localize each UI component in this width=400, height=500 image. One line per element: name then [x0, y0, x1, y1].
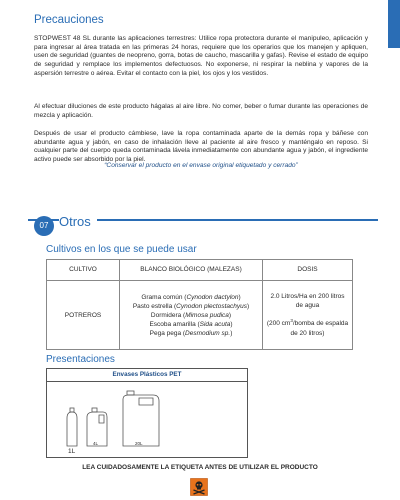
- cell-cultivo: POTREROS: [47, 281, 120, 350]
- maleza-item: Pega pega (Desmodium sp.): [149, 329, 233, 337]
- corner-accent-tab: [388, 0, 400, 48]
- size-label-4l: 4L: [93, 441, 99, 446]
- size-label-20l: 20L: [135, 441, 143, 446]
- jerrycan-20l-icon: [123, 391, 159, 446]
- section-number-badge: 07: [34, 216, 54, 236]
- footer-warning: LEA CUIDADOSAMENTE LA ETIQUETA ANTES DE UTILIZAR EL PRODUCTO: [82, 464, 318, 471]
- envases-title: Envases Plásticos PET: [47, 369, 247, 382]
- cell-dosis: [263, 281, 353, 350]
- skull-crossbones-icon: [190, 478, 208, 496]
- size-label-1l: 1L: [68, 448, 76, 455]
- header-cultivo: CULTIVO: [47, 260, 120, 281]
- header-dosis: DOSIS: [263, 260, 353, 281]
- precauciones-paragraph-1: STOPWEST 48 SL durante las aplicaciones terrestres: Utilice ropa protectora durante el manipuleo, aplicación y para ingresar al área tratada en las primeras 24 horas, requiere que los operarios que los manejen y apliquen, usen de seguridad (guantes de neopreno, gorra, botas de caucho, mascarilla y gafas). Revise el estado de equipo de seguridad y remplace los implementos defectuosos. No exponerse, ni respirar la neblina y vapores de la aspersión terrestre o aérea. Evitar el contacto con la piel, los ojos y los vestidos.: [34, 35, 368, 77]
- containers-illustration: [47, 381, 247, 457]
- presentaciones-heading: Presentaciones: [46, 354, 115, 365]
- dosis-rate: 2.0 Litros/Ha en 200 litros de agua: [270, 293, 345, 310]
- header-blanco-biologico: BLANCO BIOLÓGICO (MALEZAS): [120, 260, 263, 281]
- bottle-1l-icon: [67, 408, 77, 446]
- cultivos-heading: Cultivos en los que se puede usar: [46, 244, 197, 255]
- precauciones-paragraph-2: Al efectuar diluciones de este producto hágalas al aire libre. No comer, beber o fumar durante las operaciones de mezcla y aplicación.: [34, 103, 368, 119]
- cell-malezas: [120, 281, 263, 350]
- maleza-item: Dormidera (Mimosa pudica): [150, 311, 232, 319]
- presentaciones-box: [46, 368, 248, 458]
- section-title: Otros: [59, 214, 97, 229]
- table-row: [47, 281, 353, 350]
- maleza-item: Grama común (Cynodon dactylon): [141, 293, 241, 301]
- precauciones-heading: Precauciones: [34, 14, 104, 26]
- precauciones-paragraph-3: Después de usar el producto cámbiese, lave la ropa contaminada aparte de la demás ropa y báñese con abundante agua y jabón, en caso de inhalación lleve al paciente al aire fresco y manténgalo en reposo. Si cualquier parte del cuerpo queda contaminada lávela inmediatamente con abundante agua y jabón, el ingrediente activo puede ser absorbido por la piel.: [34, 130, 368, 164]
- storage-quote: “Conservar el producto en el envase original etiquetado y cerrado”: [104, 162, 298, 169]
- cultivos-table: [46, 259, 353, 350]
- maleza-item: Pasto estrella (Cynodon plectostachyus): [132, 302, 250, 310]
- dosis-backpack: (200 $cm^3$/bomba de espalda de 20 litros): [266, 318, 349, 337]
- maleza-item: Escoba amarilla (Sida acuta): [149, 320, 233, 328]
- table-header-row: [47, 260, 353, 281]
